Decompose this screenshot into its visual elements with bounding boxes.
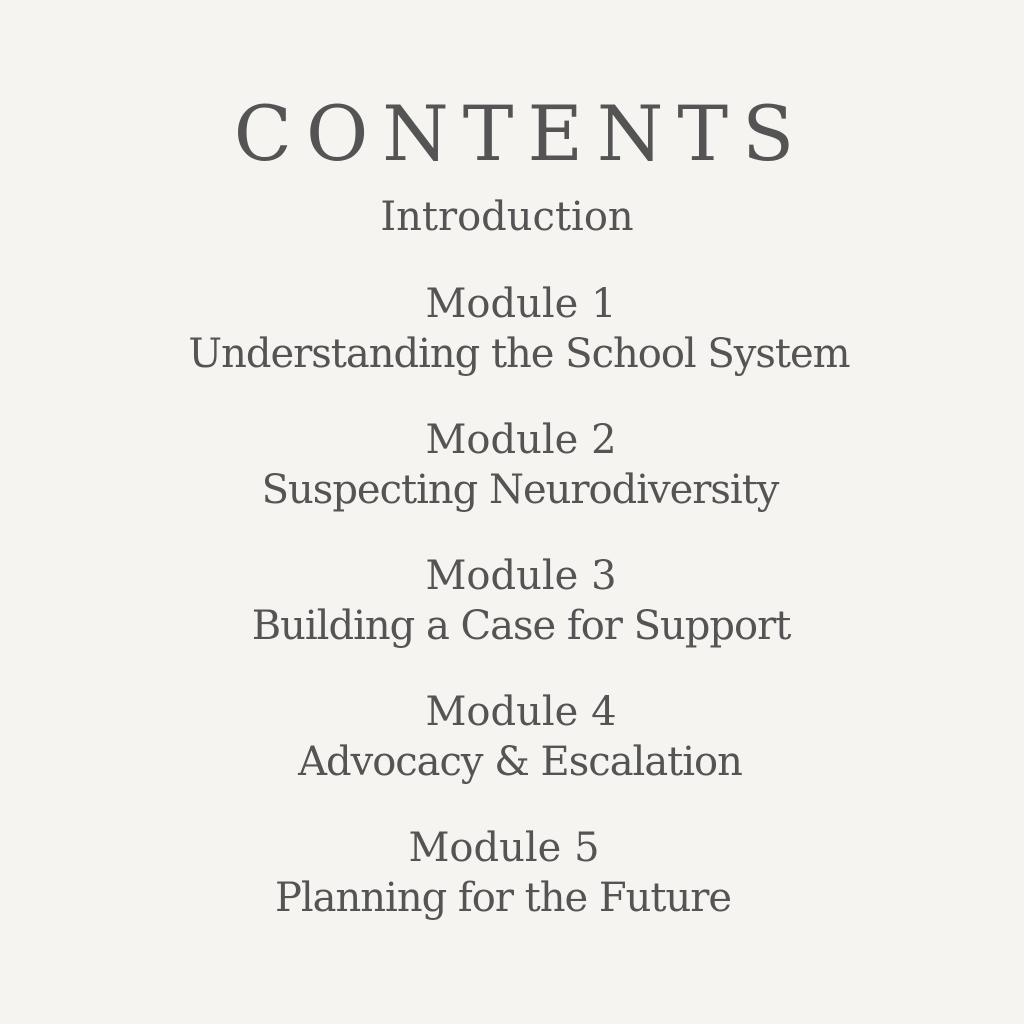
module-3-title: Building a Case for Support <box>251 603 791 649</box>
module-2-title: Suspecting Neurodiversity <box>261 467 779 513</box>
page-title: CONTENTS <box>233 89 809 178</box>
module-2-number: Module 2 <box>425 417 617 463</box>
module-5-title: Planning for the Future <box>274 875 732 921</box>
module-4-title: Advocacy & Escalation <box>298 739 742 785</box>
module-1-title: Understanding the School System <box>188 331 850 377</box>
module-1-number: Module 1 <box>425 281 617 327</box>
module-3-number: Module 3 <box>425 553 617 599</box>
module-5-number: Module 5 <box>408 825 600 871</box>
module-4-number: Module 4 <box>425 689 617 735</box>
toc-item-introduction: Introduction <box>380 194 634 240</box>
